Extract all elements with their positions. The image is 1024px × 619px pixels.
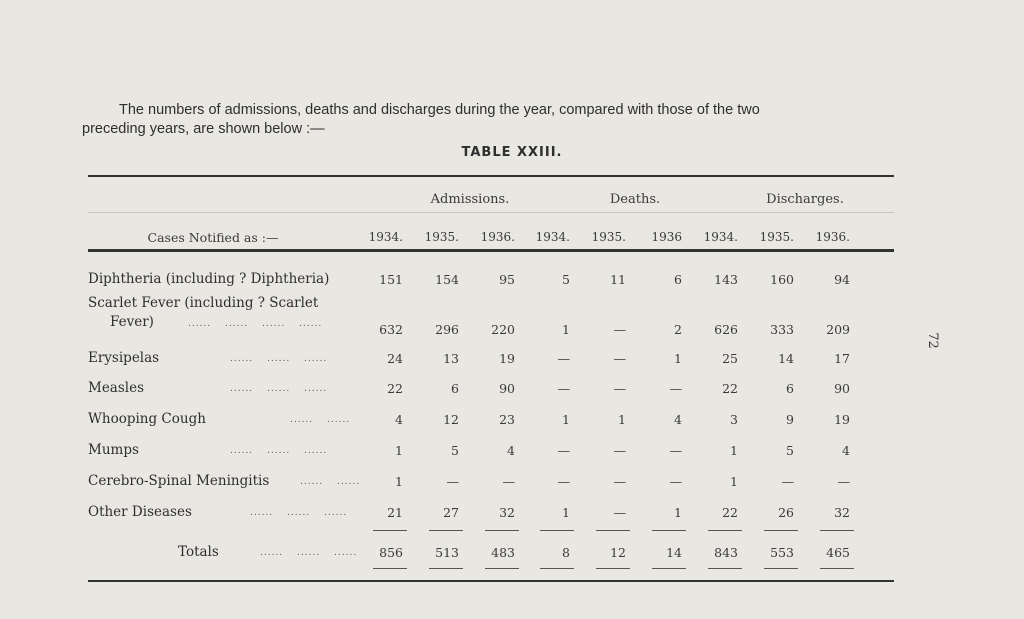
year-header: 1934. <box>535 230 570 244</box>
table-cell: 5 <box>562 272 570 287</box>
intro-paragraph <box>82 101 882 139</box>
table-cell: 9 <box>786 412 794 427</box>
sum-underline <box>540 568 574 569</box>
totals-cell: 856 <box>379 545 403 560</box>
table-cell: — <box>669 381 682 396</box>
sum-underline <box>764 568 798 569</box>
table-top-rule <box>88 175 894 177</box>
totals-label <box>178 544 358 560</box>
table-cell: 12 <box>443 412 459 427</box>
table-cell: 27 <box>443 505 459 520</box>
row-label <box>88 473 361 489</box>
table-cell: — <box>613 351 626 366</box>
table-cell: 1 <box>562 322 570 337</box>
table-cell: — <box>669 474 682 489</box>
table-cell: 1 <box>674 351 682 366</box>
row-label-text: Diphtheria (including ? Diphtheria) <box>88 271 330 287</box>
sum-underline <box>764 530 798 531</box>
row-label-text: Mumps <box>88 442 139 458</box>
table-cell: 13 <box>443 351 459 366</box>
row-header-label: Cases Notified as :— <box>147 230 279 245</box>
sum-underline <box>820 568 854 569</box>
table-cell: 3 <box>730 412 738 427</box>
intro-line-1: The numbers of admissions, deaths and discharges during the year, compared with those of the two <box>119 102 760 118</box>
sum-underline <box>596 530 630 531</box>
intro-line-2: preceding years, are shown below :— <box>82 121 325 137</box>
row-label <box>88 411 351 427</box>
table-cell: — <box>669 443 682 458</box>
table-cell: 151 <box>379 272 403 287</box>
table-cell: 90 <box>834 381 850 396</box>
totals-cell: 8 <box>562 545 570 560</box>
row-label-text: Measles <box>88 380 145 396</box>
table-cell: 154 <box>435 272 459 287</box>
year-header: 1936. <box>815 230 850 244</box>
table-cell: 6 <box>674 272 682 287</box>
sum-underline <box>652 568 686 569</box>
totals-cell: 14 <box>666 545 682 560</box>
table-cell: 24 <box>387 351 403 366</box>
table-cell: 14 <box>778 351 794 366</box>
group-header-admissions: Admissions. <box>430 192 510 207</box>
dot-leader: ...... ...... ...... <box>250 508 348 518</box>
table-cell: — <box>781 474 794 489</box>
row-label <box>88 350 328 366</box>
totals-cell: 553 <box>770 545 794 560</box>
totals-cell: 513 <box>435 545 459 560</box>
table-cell: 143 <box>714 272 738 287</box>
table-cell: — <box>613 381 626 396</box>
table-cell: 6 <box>451 381 459 396</box>
sum-underline <box>429 530 463 531</box>
table-cell: 22 <box>722 505 738 520</box>
table-cell: 90 <box>499 381 515 396</box>
table-cell: — <box>557 381 570 396</box>
sum-underline <box>485 568 519 569</box>
sum-underline <box>429 568 463 569</box>
table-cell: 1 <box>395 443 403 458</box>
table-cell: 22 <box>722 381 738 396</box>
table-cell: 5 <box>786 443 794 458</box>
table-cell: — <box>613 443 626 458</box>
sum-underline <box>596 568 630 569</box>
table-cell: — <box>613 474 626 489</box>
dot-leader: ...... ...... ...... <box>230 354 328 364</box>
table-cell: 1 <box>730 443 738 458</box>
row-label-text: Totals <box>178 544 219 560</box>
year-header: 1935. <box>759 230 794 244</box>
year-header: 1934. <box>703 230 738 244</box>
page-number: 72 <box>924 332 940 349</box>
table-cell: 4 <box>507 443 515 458</box>
totals-cell: 12 <box>610 545 626 560</box>
dot-leader: ...... ...... ...... <box>230 446 328 456</box>
table-cell: — <box>446 474 459 489</box>
year-header: 1934. <box>368 230 403 244</box>
table-cell: 25 <box>722 351 738 366</box>
sum-underline <box>708 530 742 531</box>
sum-underline <box>540 530 574 531</box>
dot-leader: ...... ...... <box>300 477 361 487</box>
row-label-text: Other Diseases <box>88 504 192 520</box>
table-cell: 333 <box>770 322 794 337</box>
table-cell: — <box>613 322 626 337</box>
table-cell: — <box>557 351 570 366</box>
table-cell: 632 <box>379 322 403 337</box>
totals-cell: 465 <box>826 545 850 560</box>
row-label <box>88 271 329 287</box>
row-label-line-2: Fever) <box>110 314 154 330</box>
group-header-deaths: Deaths. <box>609 192 661 207</box>
table-cell: 23 <box>499 412 515 427</box>
table-cell: 4 <box>395 412 403 427</box>
sum-underline <box>820 530 854 531</box>
table-cell: 26 <box>778 505 794 520</box>
table-header-rule <box>88 249 894 252</box>
table-cell: 11 <box>610 272 626 287</box>
table-cell: — <box>613 505 626 520</box>
table-cell: 160 <box>770 272 794 287</box>
table-cell: 626 <box>714 322 738 337</box>
table-cell: 1 <box>562 412 570 427</box>
table-cell: 21 <box>387 505 403 520</box>
dot-leader: ...... ...... ...... <box>230 384 328 394</box>
table-cell: 1 <box>618 412 626 427</box>
table-cell: 6 <box>786 381 794 396</box>
dot-leader: ...... ...... ...... <box>260 548 358 558</box>
table-cell: 4 <box>842 443 850 458</box>
table-cell: 2 <box>674 322 682 337</box>
row-label <box>88 504 348 520</box>
row-label <box>88 380 328 396</box>
table-cell: 19 <box>834 412 850 427</box>
row-label-text: Erysipelas <box>88 350 160 366</box>
table-cell: 5 <box>451 443 459 458</box>
dot-leader: ...... ...... ...... ...... <box>187 319 323 329</box>
table-cell: 220 <box>491 322 515 337</box>
table-title: TABLE XXIII. <box>461 145 563 160</box>
sum-underline <box>485 530 519 531</box>
table-cell: 4 <box>674 412 682 427</box>
sum-underline <box>373 568 407 569</box>
table-cell: 32 <box>499 505 515 520</box>
dot-leader: ...... ...... <box>290 415 351 425</box>
table-cell: 95 <box>499 272 515 287</box>
sum-underline <box>652 530 686 531</box>
table-bottom-rule <box>88 580 894 582</box>
table-cell: 19 <box>499 351 515 366</box>
row-label-text: Cerebro-Spinal Meningitis <box>88 473 270 489</box>
table-cell: — <box>502 474 515 489</box>
table-group-rule <box>88 212 894 213</box>
year-header: 1936 <box>651 230 682 244</box>
row-label <box>88 295 322 330</box>
row-label-line-1: Scarlet Fever (including ? Scarlet <box>88 295 319 311</box>
table-cell: 296 <box>435 322 459 337</box>
table-cell: — <box>557 443 570 458</box>
row-label <box>88 442 328 458</box>
table-cell: 17 <box>834 351 850 366</box>
year-header: 1935. <box>424 230 459 244</box>
table-cell: 1 <box>562 505 570 520</box>
group-header-discharges: Discharges. <box>766 192 844 207</box>
table-cell: — <box>557 474 570 489</box>
table-cell: 32 <box>834 505 850 520</box>
totals-cell: 843 <box>714 545 738 560</box>
sum-underline <box>708 568 742 569</box>
table-cell: — <box>837 474 850 489</box>
sum-underline <box>373 530 407 531</box>
table-cell: 22 <box>387 381 403 396</box>
table-cell: 1 <box>674 505 682 520</box>
table-cell: 209 <box>826 322 850 337</box>
year-header: 1936. <box>480 230 515 244</box>
year-header: 1935. <box>591 230 626 244</box>
table-cell: 94 <box>834 272 850 287</box>
table-cell: 1 <box>395 474 403 489</box>
totals-cell: 483 <box>491 545 515 560</box>
table-cell: 1 <box>730 474 738 489</box>
row-label-text: Whooping Cough <box>88 411 206 427</box>
